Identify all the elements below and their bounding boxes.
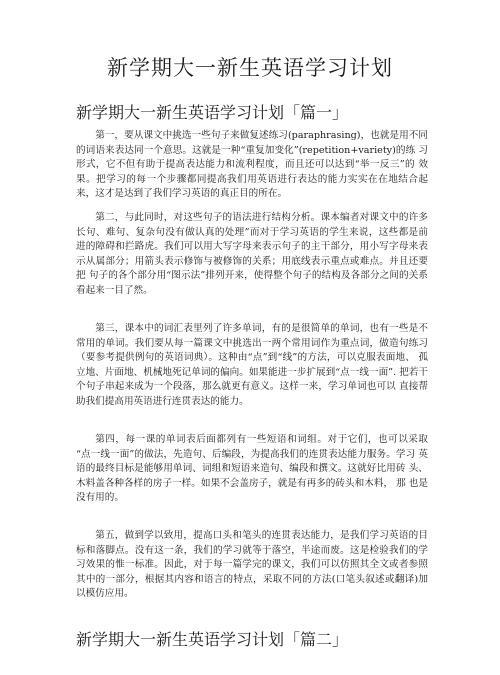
paragraph-3: 第三，课本中的词汇表里列了许多单词，有的是很简单的单词，也有一些是不 常用的单词。我们要从每一篇课文中挑选出一两个常用词作为重点词，做造句练习（要参考提供例句的英语词典）。这种由“点”到“线”的方法，可以克服表面地、 孤立地、片面地、机械地死记单词的偏向。如果能进一步扩展到“点一线一面”. 把若干个句子串起来成为一个段落，那么就更有意义。这样一来，学习单词也可以 直接帮助我们提高用英语进行连贯表达的能力。 [76, 323, 428, 407]
paragraph-4: 第四，每一课的单词表后面都列有一些短语和词组。对于它们，也可以采取 “点一线一面”的做法，先造句、后编段，为提高我们的连贯表达能力服务。学习 英语的最终目标是能够用单词、词组和短语来造句、编段和撰文。这就好比用砖 头、木料盖各种各样的房子一样。如果不会盖房子，就是有再多的砖头和木料， 那 也是没有用的。 [76, 434, 428, 504]
paragraph-2: 第二，与此同时，对这些句子的语法进行结构分析。课本编者对课文中的许多 长句、难句、复杂句没有做认真的处理”而对于学习英语的学生来说，这些都是前 进的障碍和拦路虎。我们可以用大写字母来表示句子的主干部分，用小写字母来表 示从属部分；用箭头表示修饰与被修饰的关系；用底线表示重点或难点。并且还要把 句子的各个部分用“图示法”排列开来，使得整个句子的结构及各部分之间的关系 看起来一目了然。 [76, 212, 428, 296]
section-heading-1: 新学期大一新生英语学习计划「篇一」 [76, 103, 349, 122]
document-title: 新学期大一新生英语学习计划 [107, 56, 393, 80]
paragraph-1: 第一，要从课文中挑选一些句子来做复述练习(paraphrasing)，也就是用不同 的词语来表达同一个意思。这就是一种“重复加变化”(repetition+variety)的练 习形式，它不但有助于提高表达能力和流利程度，而且还可以达到“举一反三”的 效果。把学习的每一个步骤都同提高我们用英语进行表达的能力实实在在地结合起 来，这才是达到了我们学习英语的真正目的所在。 [76, 130, 428, 200]
paragraph-5: 第五，做到学以致用，提高口头和笔头的连贯表达能力，是我们学习英语的目 标和落脚点。没有这一条，我们的学习就等于落空，半途而废。这是检验我们的学 习效果的惟一标准。因此，对于每一篇学完的课文，我们可以仿照其全文或者参照 其中的一部分，根据其内容和语言的特点，采取不同的方法(口笔头叙述或翻译)加 以模仿应用。 [76, 530, 428, 600]
section-heading-2: 新学期大一新生英语学习计划「篇二」 [76, 630, 349, 649]
